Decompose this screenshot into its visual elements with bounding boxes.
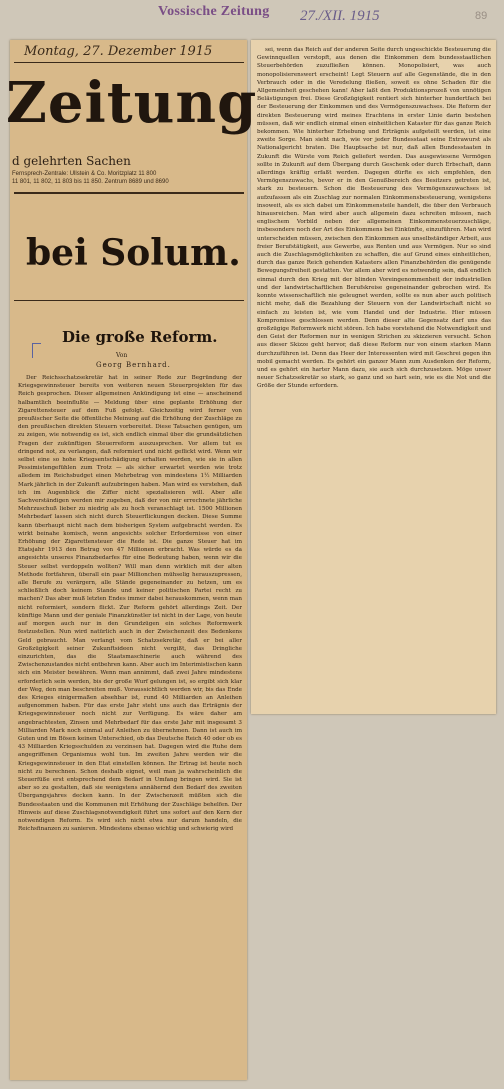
headline-fragment: bei Solum.	[26, 232, 241, 274]
handwritten-date: 27./XII. 1915	[300, 8, 380, 24]
article-von: Von	[116, 352, 128, 359]
left-column-text: Der Reichsschatzsekretär hat in seiner Rede zur Begründung der Kriegsgewinnsteuer bereits von weiteren neuen Steuerprojekten für das Reich gesprochen. Dieser allgemeinen Ankündigung ist eine — anscheinend halbamtlich beeinflußte — Meldung über eine geplante Erhöhung der Zigarettensteuer auf dem Fuß gefolgt. Gleichzeitig wird ferner von preußischer Seite die öffentliche Meinung auf die Erhöhung der Zuschläge zu den preußischen direkten Steuern vorbereitet. Diese Tatsachen genügen, um zu zeigen, wie notwendig es ist, sich endlich einmal über die grundsätzlichen Fragen der zukünftigen Steuerreform auszusprechen. Vor allem tut es dringend not, zu verlangen, daß reformiert und nicht geflickt wird. Wenn wir selbst eine so hohe Kriegsentschädigung erhalten werden, wie sie in allen Pessimistengefühlen zum Trotz — als sicher erwartet werden wie trotz alledem im Reichsbudget einen Mehrbetrag von mindestens 1½ Milliarden Mark jährlich in der Zukunft aufzubringen haben. Man wird es verstehen, daß ich im Augenblick die Ziffer nicht spezialisieren will. Aber alle Sachverständigen werden mir zugeben, daß der von mir errechnete jährliche Mehrzuschuß lieber zu niedrig als zu hoch veranschlagt ist. 1500 Millionen Mehrbedarf lassen sich nicht durch Steuerflickungen decken. Diese Summe kann überhaupt nicht nach dem bisherigen System aufgebracht werden. Es wirkt beinahe komisch, wenn angesichts solcher Erfordernisse von einer Erhöhung der Zigarettensteuer die Rede ist. Die ganze Steuer hat im Etatsjahr 1913 den Betrag von 47 Millionen erbracht. Was würde es da angesichts unseres Finanzbedarfes für eine Bedeutung haben, wenn wir die Steuer selbst verdoppeln wollten? Will man denn wirklich mit der alten Methode fortfahren, überall ein paar Millionchen mühselig herauszupressen, alle Berufe zu verärgern, alle Stände gegeneinander zu hetzen, um es schließlich doch keinem Stande und keiner politischen Partei recht zu machen? Das aber muß letzten Endes immer dabei herauskommen, wenn man nicht reformiert, sondern flickt. Zur Reform gehört allerdings Zeit. Der künftige Mann und der geniale Finanzkünstler ist nicht in der Lage, von heute auf morgen auch nur in den Grundzügen ein solches Reformwerk festzustellen. Nun wird natürlich auch in der Zwischenzeit des Bedenkens Geld gebraucht. Man verlangt vom Schatzsekretär, daß er bei aller Großzügigkeit seiner Zukunftsideen nicht vergißt, das Dringliche einzurichten, das die Staatsmaschinerie auch während des Zwischenzustandes nicht entbehren kann. Aber auch im Interimistischen kann sich ein Meister bewähren. Wenn man annimmt, daß zwei Jahre mindestens erforderlich sein werden, bis der große Wurf gelungen ist, so ergibt sich klar der Weg, den man beschreiten muß. Voraussichtlich werden wir, bis das Ende des Krieges einigermaßen absehbar ist, rund 40 Milliarden an Anleihen aufgenommen haben. Für das erste Jahr steht uns auch das Erträgnis der Kriegsgewinnsteuer noch nicht zur Verfügung. Es wäre daher am angebrachtesten, Zinsen und Mehrbedarf für das erste Jahr mit insgesamt 3 Milliarden Mark noch einmal auf Anleihen zu übernehmen. Dann ist auch im Guten und im Bösen keinen Unterschied, ob das Deutsche Reich 40 oder ob es 43 Milliarden Kriegsschulden zu verzinsen hat. Dagegen wird die Ruhe dem angegriffenen Organismus wohl tun. Im zweiten Jahre werden wir die Kriegsgewinnsteuer in den Etat einstellen können. Ihr Ertrag ist heute noch nicht zu berechnen. Schon deshalb eignet, weil man ja wahrscheinlich die Steuerfüße erst entsprechend dem Bedarf in Umfang bringen wird. Sie ist aber so zu gestalten, daß sie wenigstens annähernd den Bedarf des zweiten Übergangsjahres decken kann. In der Zwischenzeit müßten sich die Bundesstaaten und die Kommunen mit Erhöhung der Zuschläge behelfen. Der Hinweis auf diese Zuschlagsnotwendigkeit führt uns sofort auf den Kern der notwendigen Reform. Es wird sich nicht etwa nur darum handeln, die Reichsfinanzen zu sanieren. Mindestens ebenso wichtig und schwierig wird	[18, 375, 242, 833]
masthead-rule-top	[14, 62, 244, 63]
phone-line-1: Fernsprech-Zentrale: Ullstein & Co. Moritzplatz 11 800	[12, 171, 157, 177]
masthead-title: Zeitung	[6, 70, 258, 136]
newspaper-stamp: Vossische Zeitung	[158, 4, 270, 19]
article-author: Georg Bernhard.	[96, 361, 171, 369]
masthead-subtitle: d gelehrten Sachen	[12, 154, 131, 168]
page-number: 89	[475, 10, 488, 22]
phone-line-2: 11 801, 11 802, 11 803 bis 11 850. Zentrum 8689 und 8690	[12, 179, 169, 185]
masthead-phone	[12, 170, 244, 186]
masthead-date: Montag, 27. Dezember 1915	[24, 44, 213, 59]
right-column-text: sei, wenn das Reich auf der anderen Seite durch ungeschickte Besteuerung die Gewinnquellen verstopft, aus denen die Einkommen dem bundesstaatlichen Steuerbehörden zuzufließen können. Monopolisiert, was auch monopolisierenswert erscheint! Legt Steuern auf alle Gegenstände, die in den Verbrauch oder in die Veredelung fließen, soweit es ohne Schaden für die Allgemeinheit geschehen kann! Aber laßt den Produktionsprozeß von unnötigen Belästigungen frei. Diese Großzügigkeit rentiert sich hinterher hundertfach bei der Besteuerung der Einkommen und des Vermögenszuwachses. Die Reform der direkten Besteuerung wird meines Erachtens in erster Linie darin bestehen müssen, daß wir endlich einmal einen einheitlichen Kataster für das ganze Reich bekommen. Wie hinterher Erhebung und Erträgnis aufgeteilt werden, ist eine zweite Sorge. Man sieht nach, wie vor jeder Bundesstaat seine Extrawurst als Nationalgericht braten. Die Hauptsache ist nur, daß allen Bundesstaaten in Zukunft die Würste vom Reich geliefert werden. Das ausgewiesene Vermögen sollte in Zukunft auf dem Übergang durch Geschenk oder durch Erbschaft, dann allerdings kräftig erfaßt werden. Dagegen dürfte es sich empfehlen, den Vermögenszuwachs, bevor er in den Genußbereich des Besitzers getreten ist, stark zu besteuern. Schon die Besteuerung des Vermögenszuwachses ist aufzufassen als ein Zuschlag zur normalen Einkommensbesteuerung, wenigstens insoweit, als es sich dabei um Einkommensteile handelt, die über den Verbrauch hinausreichen. Man wird aber auch allgemein dazu schreiten müssen, nach englischem Vorbild neben der allgemeinen Einkommensteuerzuschläge, insbesondere noch der Art des Einkommens bei Einkünfte, einzuführen. Man wird unterscheiden müssen, zwischen den Einkommen aus unselbständiger Arbeit, aus freier Berufstätigkeit, aus Gewerbe, aus Renten und aus Vermögen. Nur so sind auch die Zuschlagsmöglichkeiten zu schaffen, die auf Grund eines einheitlichen, durch das ganze Reich gehenden Katasters allen Finanzbehörden die genügende Bewegungsfreiheit gestatten. Vor allem aber wird es notwendig sein, daß endlich einmal durch den Krieg mit der blinden Voreingenommenheit der industriellen und der landwirtschaftlichen Berufskreise gegeneinander gebrochen wird. Es konnte wissenschaftlich nie geleugnet werden, sollte es nun aber auch politisch nicht mehr, daß die Bezahlung der Steuern von der Landwirtschaft nicht so einfach zu leisten ist, wie vom Handel und der Industrie. Hier müssen Kompromisse geschlossen werden. Denn dieser alte Gegensatz darf uns das großzügige Reformwerk nicht stören. Ich habe vorstehend die Notwendigkeit und den Geist der Reformen nur in wenigen Strichen zu skizzieren versucht. Schon aus dieser Skizze geht hervor, daß diese Reform nur von einem starken Mann durchzuführen ist. Denn das Heer der Interessenten wird mit Geschrei gegen ihn mobil gemacht werden. Es gehört ein ganzer Mann zum Ausdenken der Reform, und es gehört ein harter Mann dazu, sie auch sich durchzusetzen. Möge unser neuer Schatzsekretär so stark, so ganz und so hart sein, wie es die Not und die Größe der Stunde erfordern.	[257, 47, 491, 390]
article-title: Die große Reform.	[62, 328, 218, 346]
article-column-right	[257, 46, 491, 708]
article-column-left	[18, 374, 242, 1074]
pencil-mark	[32, 343, 41, 358]
masthead-rule-bottom	[14, 192, 244, 194]
headline-rule	[14, 300, 244, 301]
